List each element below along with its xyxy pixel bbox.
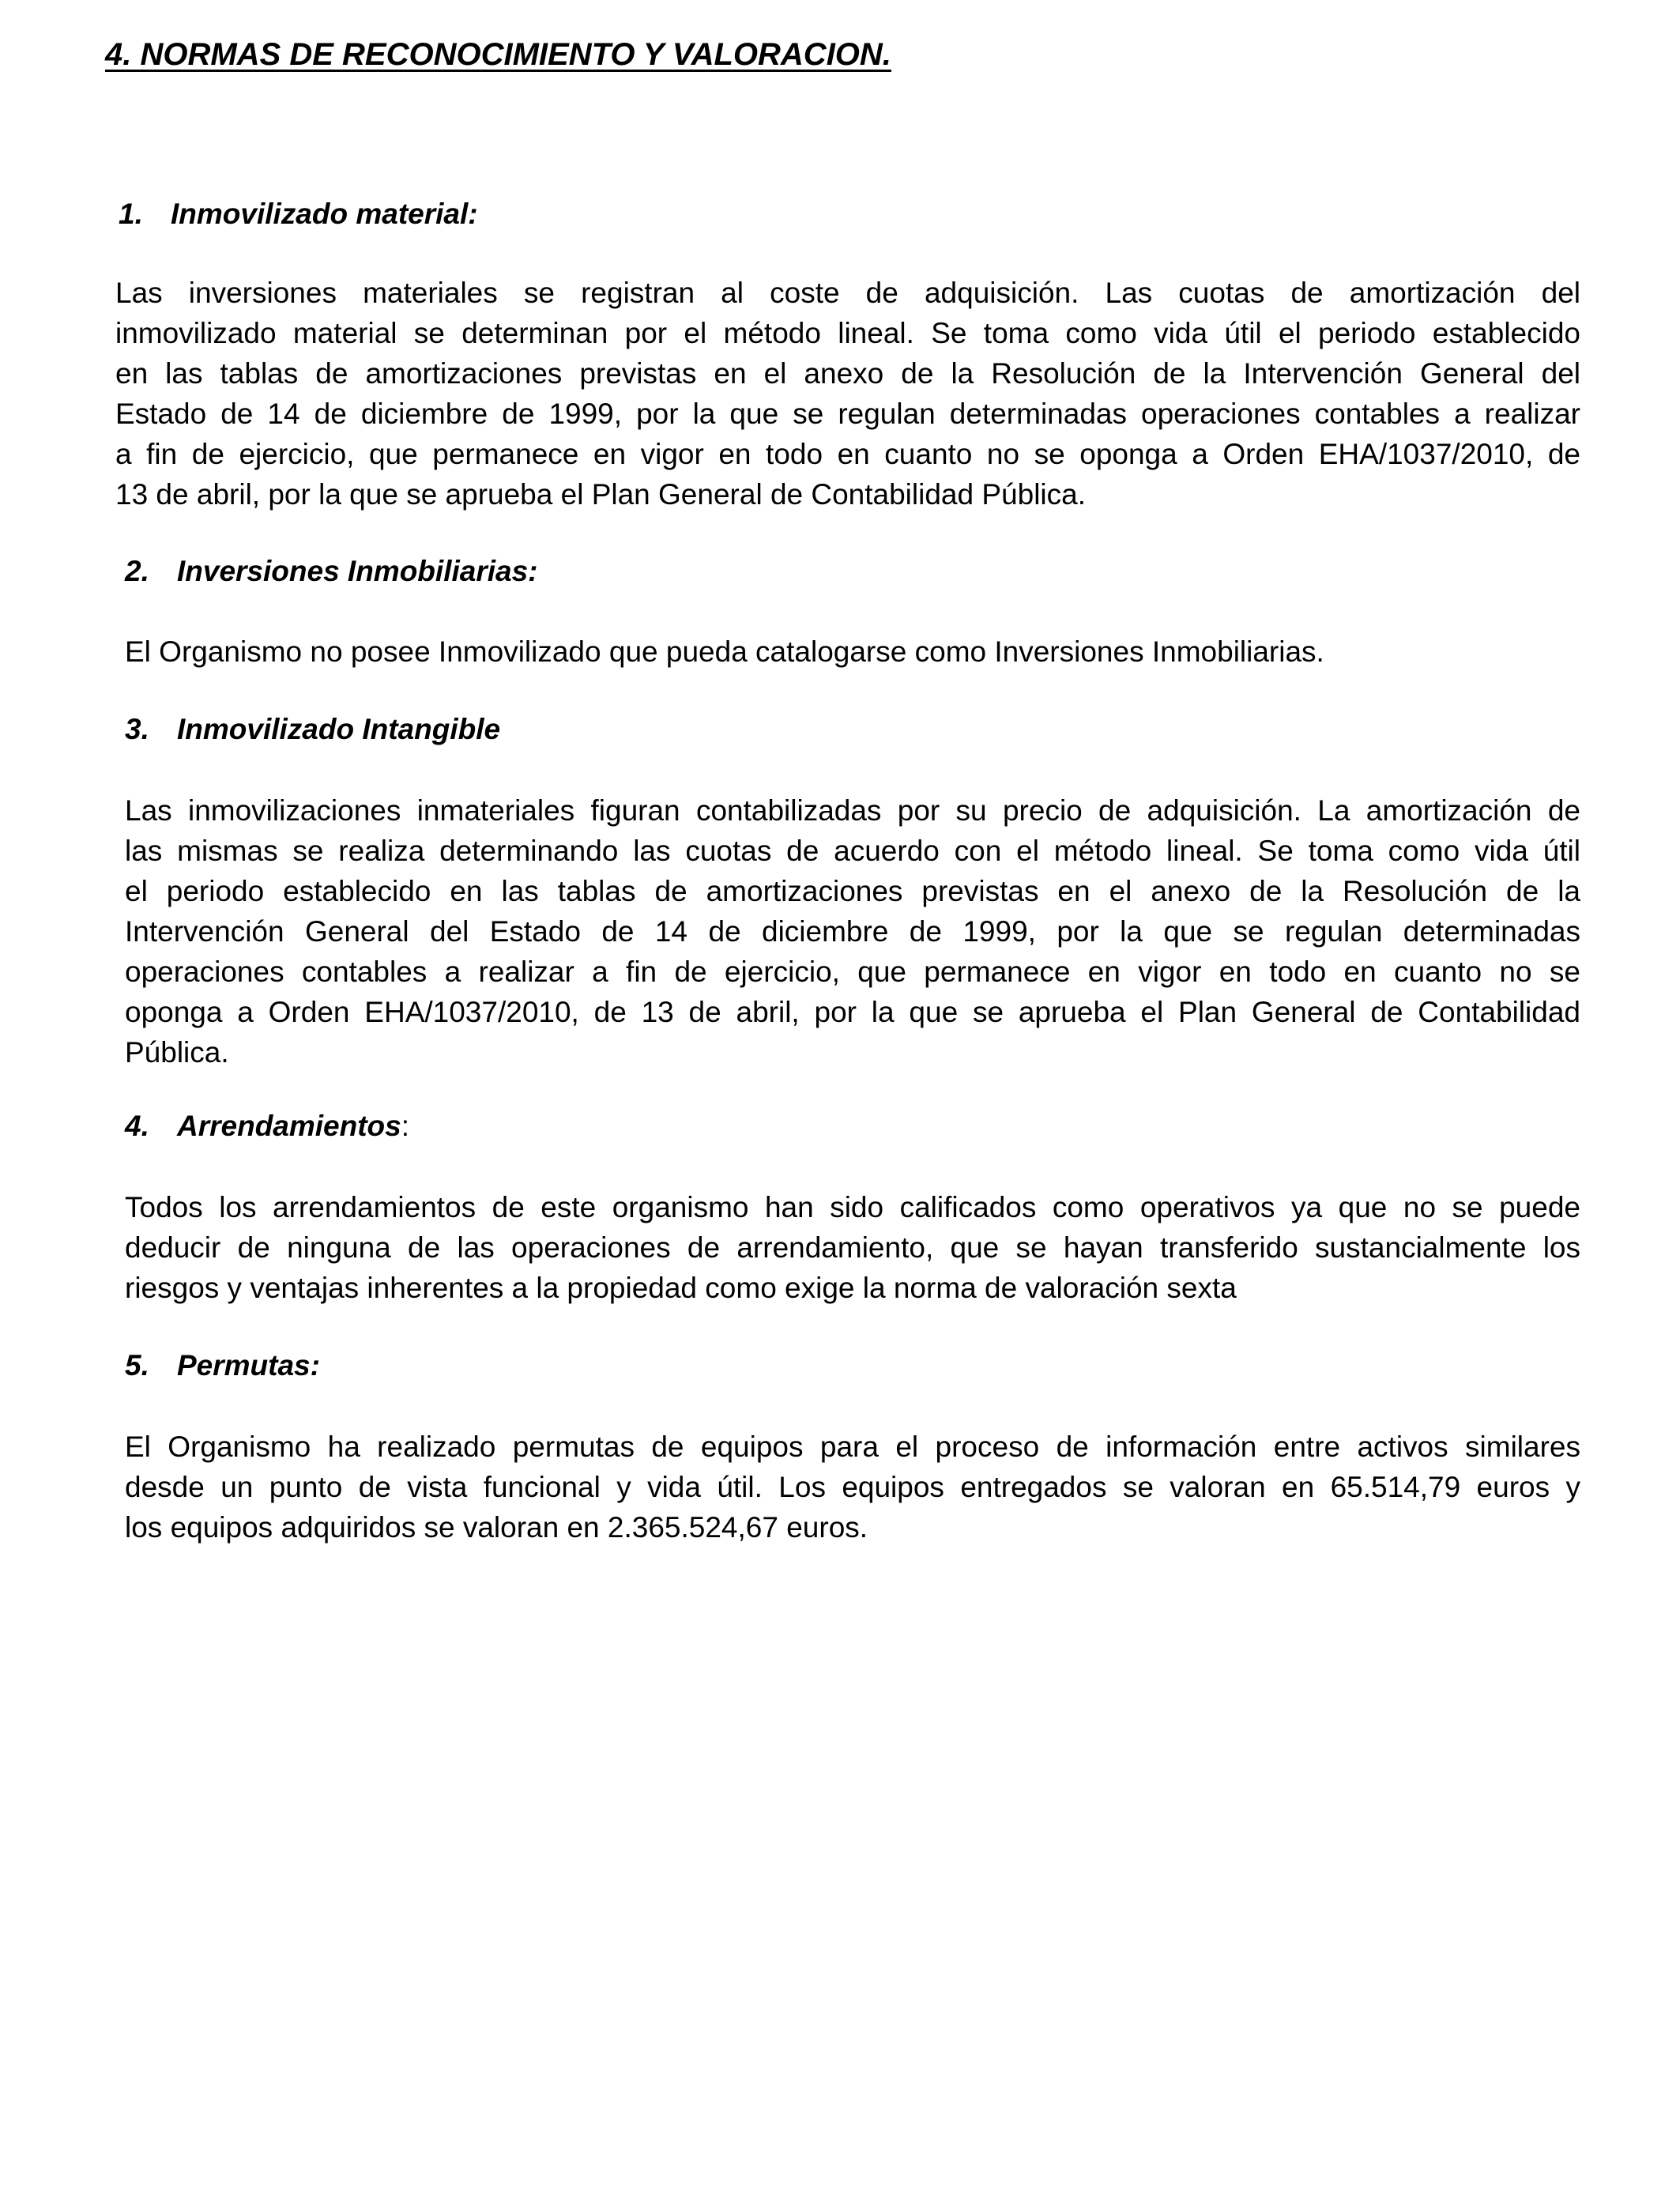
paragraph-line: oponga a Orden EHA/1037/2010, de 13 de abril, por la que se aprueba el Plan General de Contabilidad bbox=[125, 996, 1580, 1028]
paragraph-line: el periodo establecido en las tablas de amortizaciones previstas en el anexo de la Resolución de la bbox=[125, 875, 1580, 907]
paragraph-line: Las inmovilizaciones inmateriales figuran contabilizadas por su precio de adquisición. La amortización de bbox=[125, 794, 1580, 827]
paragraph-line: Intervención General del Estado de 14 de diciembre de 1999, por la que se regulan determinadas bbox=[125, 915, 1580, 948]
section-title: Inversiones Inmobiliarias: bbox=[177, 555, 538, 587]
section-heading-permutas bbox=[125, 1346, 320, 1385]
section-heading-inversiones-inmobiliarias bbox=[125, 552, 537, 591]
paragraph-line: en las tablas de amortizaciones previstas en el anexo de la Resolución de la Intervención General del bbox=[115, 357, 1580, 390]
paragraph-line: inmovilizado material se determinan por el método lineal. Se toma como vida útil el periodo establecido bbox=[115, 317, 1580, 349]
paragraph-line: Las inversiones materiales se registran al coste de adquisición. Las cuotas de amortización del bbox=[115, 277, 1580, 309]
section-heading-inmovilizado-intangible bbox=[125, 710, 500, 749]
section-paragraph-inmovilizado-material bbox=[115, 273, 1580, 515]
paragraph-line: deducir de ninguna de las operaciones de arrendamiento, que se hayan transferido sustancialmente los bbox=[125, 1231, 1580, 1264]
section-paragraph-arrendamientos bbox=[125, 1187, 1580, 1308]
section-number: 5. bbox=[125, 1349, 149, 1382]
section-title: Inmovilizado material: bbox=[171, 198, 478, 230]
paragraph-line: Pública. bbox=[125, 1036, 229, 1069]
section-heading-arrendamientos bbox=[125, 1106, 409, 1146]
paragraph-line: a fin de ejercicio, que permanece en vigor en todo en cuanto no se oponga a Orden EHA/1037/2010, de bbox=[115, 438, 1580, 470]
paragraph-line: Estado de 14 de diciembre de 1999, por la que se regulan determinadas operaciones contables a realizar bbox=[115, 398, 1580, 430]
paragraph-line: los equipos adquiridos se valoran en 2.365.524,67 euros. bbox=[125, 1511, 868, 1544]
paragraph-line: 13 de abril, por la que se aprueba el Plan General de Contabilidad Pública. bbox=[115, 478, 1086, 511]
section-paragraph-inversiones-inmobiliarias bbox=[125, 631, 1580, 672]
section-heading-inmovilizado-material bbox=[119, 194, 478, 234]
paragraph-line: El Organismo ha realizado permutas de equipos para el proceso de información entre activos similares bbox=[125, 1431, 1580, 1463]
section-number: 3. bbox=[125, 713, 149, 745]
section-title: Permutas: bbox=[177, 1349, 320, 1382]
page-title: 4. NORMAS DE RECONOCIMIENTO Y VALORACION. bbox=[105, 37, 891, 72]
paragraph-line: Todos los arrendamientos de este organismo han sido calificados como operativos ya que no se puede bbox=[125, 1191, 1580, 1223]
section-title: Arrendamientos bbox=[177, 1110, 401, 1142]
paragraph-line: las mismas se realiza determinando las cuotas de acuerdo con el método lineal. Se toma como vida útil bbox=[125, 835, 1580, 867]
paragraph-line: El Organismo no posee Inmovilizado que pueda catalogarse como Inversiones Inmobiliarias. bbox=[125, 635, 1324, 668]
section-number: 2. bbox=[125, 555, 149, 587]
paragraph-line: riesgos y ventajas inherentes a la propiedad como exige la norma de valoración sexta bbox=[125, 1272, 1237, 1304]
section-paragraph-permutas bbox=[125, 1427, 1580, 1547]
section-title: Inmovilizado Intangible bbox=[177, 713, 501, 745]
paragraph-line: desde un punto de vista funcional y vida útil. Los equipos entregados se valoran en 65.514,79 euros y bbox=[125, 1471, 1580, 1503]
section-paragraph-inmovilizado-intangible bbox=[125, 790, 1580, 1072]
paragraph-line: operaciones contables a realizar a fin de ejercicio, que permanece en vigor en todo en cuanto no se bbox=[125, 956, 1580, 988]
section-title-colon: : bbox=[401, 1110, 410, 1142]
section-number: 4. bbox=[125, 1110, 149, 1142]
section-number: 1. bbox=[119, 198, 143, 230]
